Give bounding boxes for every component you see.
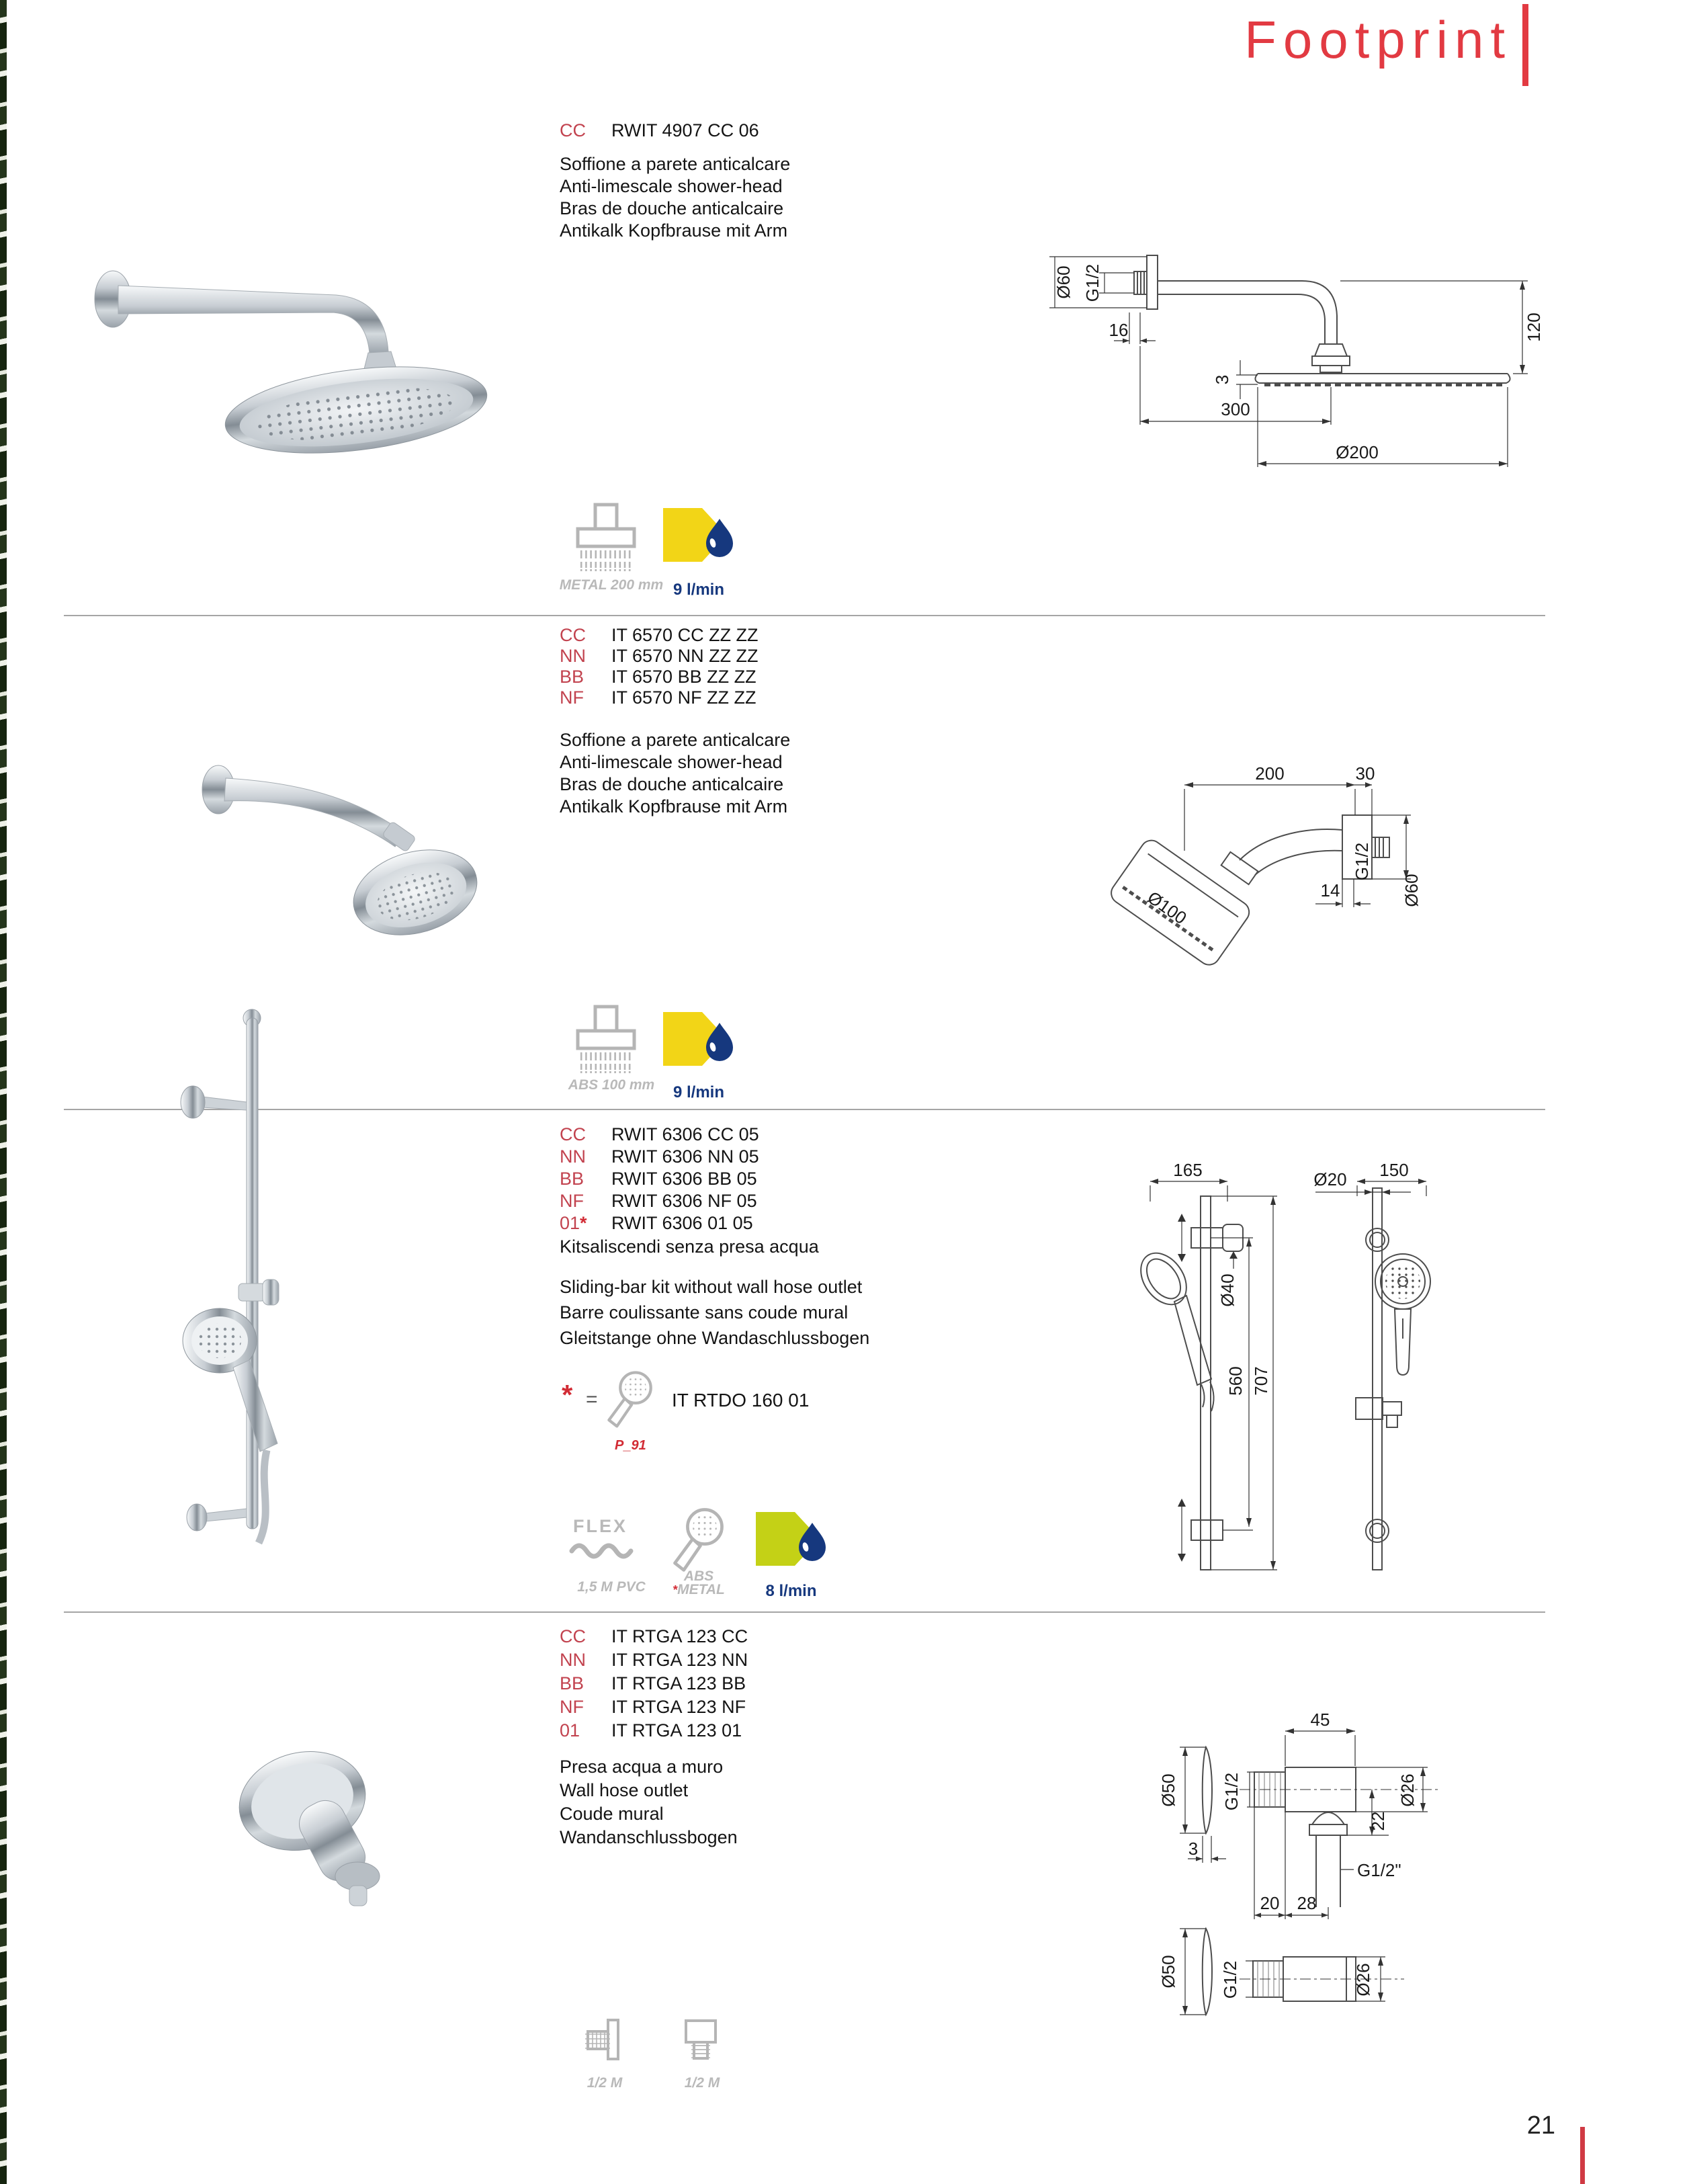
desc-fr: Bras de douche anticalcaire: [560, 198, 784, 218]
asterisk-mark: *: [580, 1213, 587, 1233]
fitting-label: 1/2 M: [684, 2075, 720, 2091]
dim-label: G1/2: [1082, 263, 1102, 302]
flow-rate-icon: [662, 503, 739, 567]
desc-it: Presa acqua a muro: [560, 1757, 724, 1777]
desc-de: Gleitstange ohne Wandaschlussbogen: [560, 1328, 870, 1348]
dim-label: 22: [1368, 1811, 1388, 1831]
finish-code: NF: [560, 1697, 584, 1717]
product-photo-shower-arm: [74, 245, 544, 467]
footnote-ref: P_91: [615, 1438, 646, 1453]
asterisk-mark: *: [673, 1583, 678, 1597]
product-code: IT RTGA 123 CC: [611, 1626, 748, 1646]
dim-label: G1/2: [1221, 1772, 1242, 1811]
material-top: ABS: [683, 1568, 714, 1584]
dim-label: 28: [1297, 1893, 1317, 1913]
flow-rate-label: 9 l/min: [673, 1083, 725, 1101]
desc-en: Anti-limescale shower-head: [560, 752, 783, 772]
finish-code: NF: [560, 687, 584, 708]
tech-drawing-rwit-4907: [1035, 215, 1552, 484]
fitting-half-inch-male-icon: [583, 2016, 623, 2064]
brand-title: Footprint: [1244, 10, 1512, 69]
dim-label: Ø50: [1158, 1773, 1178, 1807]
finish-code: CC: [560, 1626, 586, 1646]
finish-code: 01*: [560, 1213, 587, 1233]
finish-code: NN: [560, 1146, 586, 1167]
dim-label: G1/2": [1357, 1860, 1401, 1880]
fitting-half-inch-male-icon: [680, 2016, 720, 2064]
product-code: RWIT 4907 CC 06: [611, 120, 759, 140]
tech-drawing-rwit-6306: [1115, 1116, 1532, 1586]
dim-label: 200: [1255, 763, 1285, 784]
finish-code: BB: [560, 1169, 584, 1189]
product-description: [560, 1755, 738, 1849]
dim-label: 16: [1109, 320, 1129, 340]
product-description: [560, 1274, 869, 1351]
product-photo-sliding-bar: [158, 1001, 353, 1559]
hand-shower-icon: [668, 1504, 729, 1575]
dim-label: Ø200: [1336, 442, 1379, 462]
page-accent-bar: [1580, 2127, 1585, 2184]
dim-label: 3: [1188, 1839, 1199, 1859]
desc-en: Sliding-bar kit without wall hose outlet: [560, 1277, 863, 1297]
dim-label: 165: [1173, 1160, 1203, 1180]
product-code: RWIT 6306 01 05: [611, 1213, 753, 1233]
product-code: IT RTGA 123 BB: [611, 1673, 746, 1693]
material-bottom: *METAL: [673, 1582, 725, 1597]
dim-label: G1/2: [1352, 842, 1372, 881]
flow-rate-icon: [754, 1507, 832, 1571]
dim-label: 45: [1310, 1710, 1330, 1730]
flow-rate-icon: [662, 1007, 739, 1071]
finish-code: NN: [560, 646, 586, 666]
dim-label: Ø20: [1313, 1169, 1347, 1189]
flex-hose-icon-label: FLEX: [573, 1516, 628, 1536]
dim-label: 707: [1251, 1366, 1271, 1396]
desc-de: Wandanschlussbogen: [560, 1827, 738, 1847]
product-code: IT 6570 BB ZZ ZZ: [611, 667, 756, 687]
dim-label: Ø50: [1158, 1955, 1178, 1988]
product-code: IT RTGA 123 NF: [611, 1697, 746, 1717]
desc-de: Antikalk Kopfbrause mit Arm: [560, 220, 788, 241]
product-photo-wall-outlet: [202, 1720, 423, 1915]
dim-label: 150: [1379, 1160, 1409, 1180]
dim-label: Ø40: [1217, 1273, 1238, 1307]
desc-en: Anti-limescale shower-head: [560, 176, 783, 196]
finish-code: CC: [560, 120, 586, 140]
desc-de: Antikalk Kopfbrause mit Arm: [560, 796, 788, 816]
material-label: [652, 1570, 746, 1597]
product-codes-rwit-6306: [560, 1124, 759, 1234]
finish-code: NF: [560, 1191, 584, 1211]
flow-rate-label: 8 l/min: [765, 1582, 817, 1600]
brand-accent-bar: [1522, 4, 1528, 86]
product-description: [560, 729, 790, 818]
desc-fr: Bras de douche anticalcaire: [560, 774, 784, 794]
product-description: [560, 153, 790, 242]
section-divider: [64, 615, 1545, 616]
hose-spec-label: 1,5 M PVC: [577, 1579, 646, 1595]
product-code: IT RTGA 123 NN: [611, 1650, 748, 1670]
dim-label: 560: [1225, 1366, 1246, 1396]
section-divider: [64, 1611, 1545, 1613]
finish-code: NN: [560, 1650, 586, 1670]
dim-label: Ø100: [1143, 887, 1190, 929]
desc-en: Wall hose outlet: [560, 1780, 689, 1800]
shower-head-icon: [574, 503, 638, 574]
desc-it: Soffione a parete anticalcare: [560, 730, 791, 750]
product-code: RWIT 6306 CC 05: [611, 1124, 759, 1144]
material-label: ABS 100 mm: [568, 1077, 655, 1093]
product-code-row: [560, 120, 759, 142]
page-edge-photo-strip: [0, 0, 7, 2184]
dim-label: Ø60: [1053, 265, 1074, 299]
product-code: IT 6570 NF ZZ ZZ: [611, 687, 756, 708]
hand-shower-icon: [603, 1366, 657, 1433]
dim-label: Ø26: [1353, 1963, 1373, 1997]
finish-code: BB: [560, 1673, 584, 1693]
page-number: 21: [1526, 2111, 1555, 2140]
footnote-equals: =: [586, 1388, 598, 1411]
product-codes-it-rtga-123: [560, 1625, 748, 1742]
dim-label: 20: [1260, 1893, 1280, 1913]
tech-drawing-it-rtga-123: [1122, 1660, 1512, 2097]
flow-rate-label: 9 l/min: [673, 581, 725, 599]
desc-fr: Barre coulissante sans coude mural: [560, 1302, 849, 1322]
product-code: RWIT 6306 NF 05: [611, 1191, 757, 1211]
product-code: IT 6570 CC ZZ ZZ: [611, 625, 759, 645]
dim-label: 14: [1320, 880, 1340, 900]
dim-label: Ø60: [1401, 874, 1422, 907]
tech-drawing-it-6570: [1102, 719, 1539, 961]
product-photo-shower-arm-small: [141, 753, 517, 954]
dim-label: 300: [1221, 399, 1250, 419]
finish-code: BB: [560, 667, 584, 687]
desc-fr: Coude mural: [560, 1804, 664, 1824]
product-codes-rwit-4907: [560, 120, 759, 142]
dim-label: Ø26: [1397, 1773, 1418, 1807]
material-label: METAL 200 mm: [559, 577, 664, 593]
dim-label: 30: [1355, 763, 1375, 784]
flex-hose-wave-icon: [570, 1539, 637, 1558]
finish-code: CC: [560, 625, 586, 645]
shower-head-icon: [574, 1005, 638, 1076]
desc-it: Soffione a parete anticalcare: [560, 154, 791, 174]
dim-label: G1/2: [1220, 1960, 1240, 1999]
footnote-code: IT RTDO 160 01: [672, 1390, 810, 1411]
product-code: RWIT 6306 NN 05: [611, 1146, 759, 1167]
finish-code: CC: [560, 1124, 586, 1144]
product-code: RWIT 6306 BB 05: [611, 1169, 757, 1189]
dim-label: 3: [1212, 374, 1232, 385]
product-code: IT 6570 NN ZZ ZZ: [611, 646, 759, 666]
footnote-star: *: [562, 1379, 573, 1411]
product-code: IT RTGA 123 01: [611, 1720, 742, 1740]
dim-label: 120: [1524, 312, 1544, 342]
finish-code: 01: [560, 1720, 580, 1740]
fitting-label: 1/2 M: [587, 2075, 623, 2091]
product-title-it: Kitsaliscendi senza presa acqua: [560, 1236, 819, 1257]
product-codes-it-6570: [560, 625, 759, 708]
